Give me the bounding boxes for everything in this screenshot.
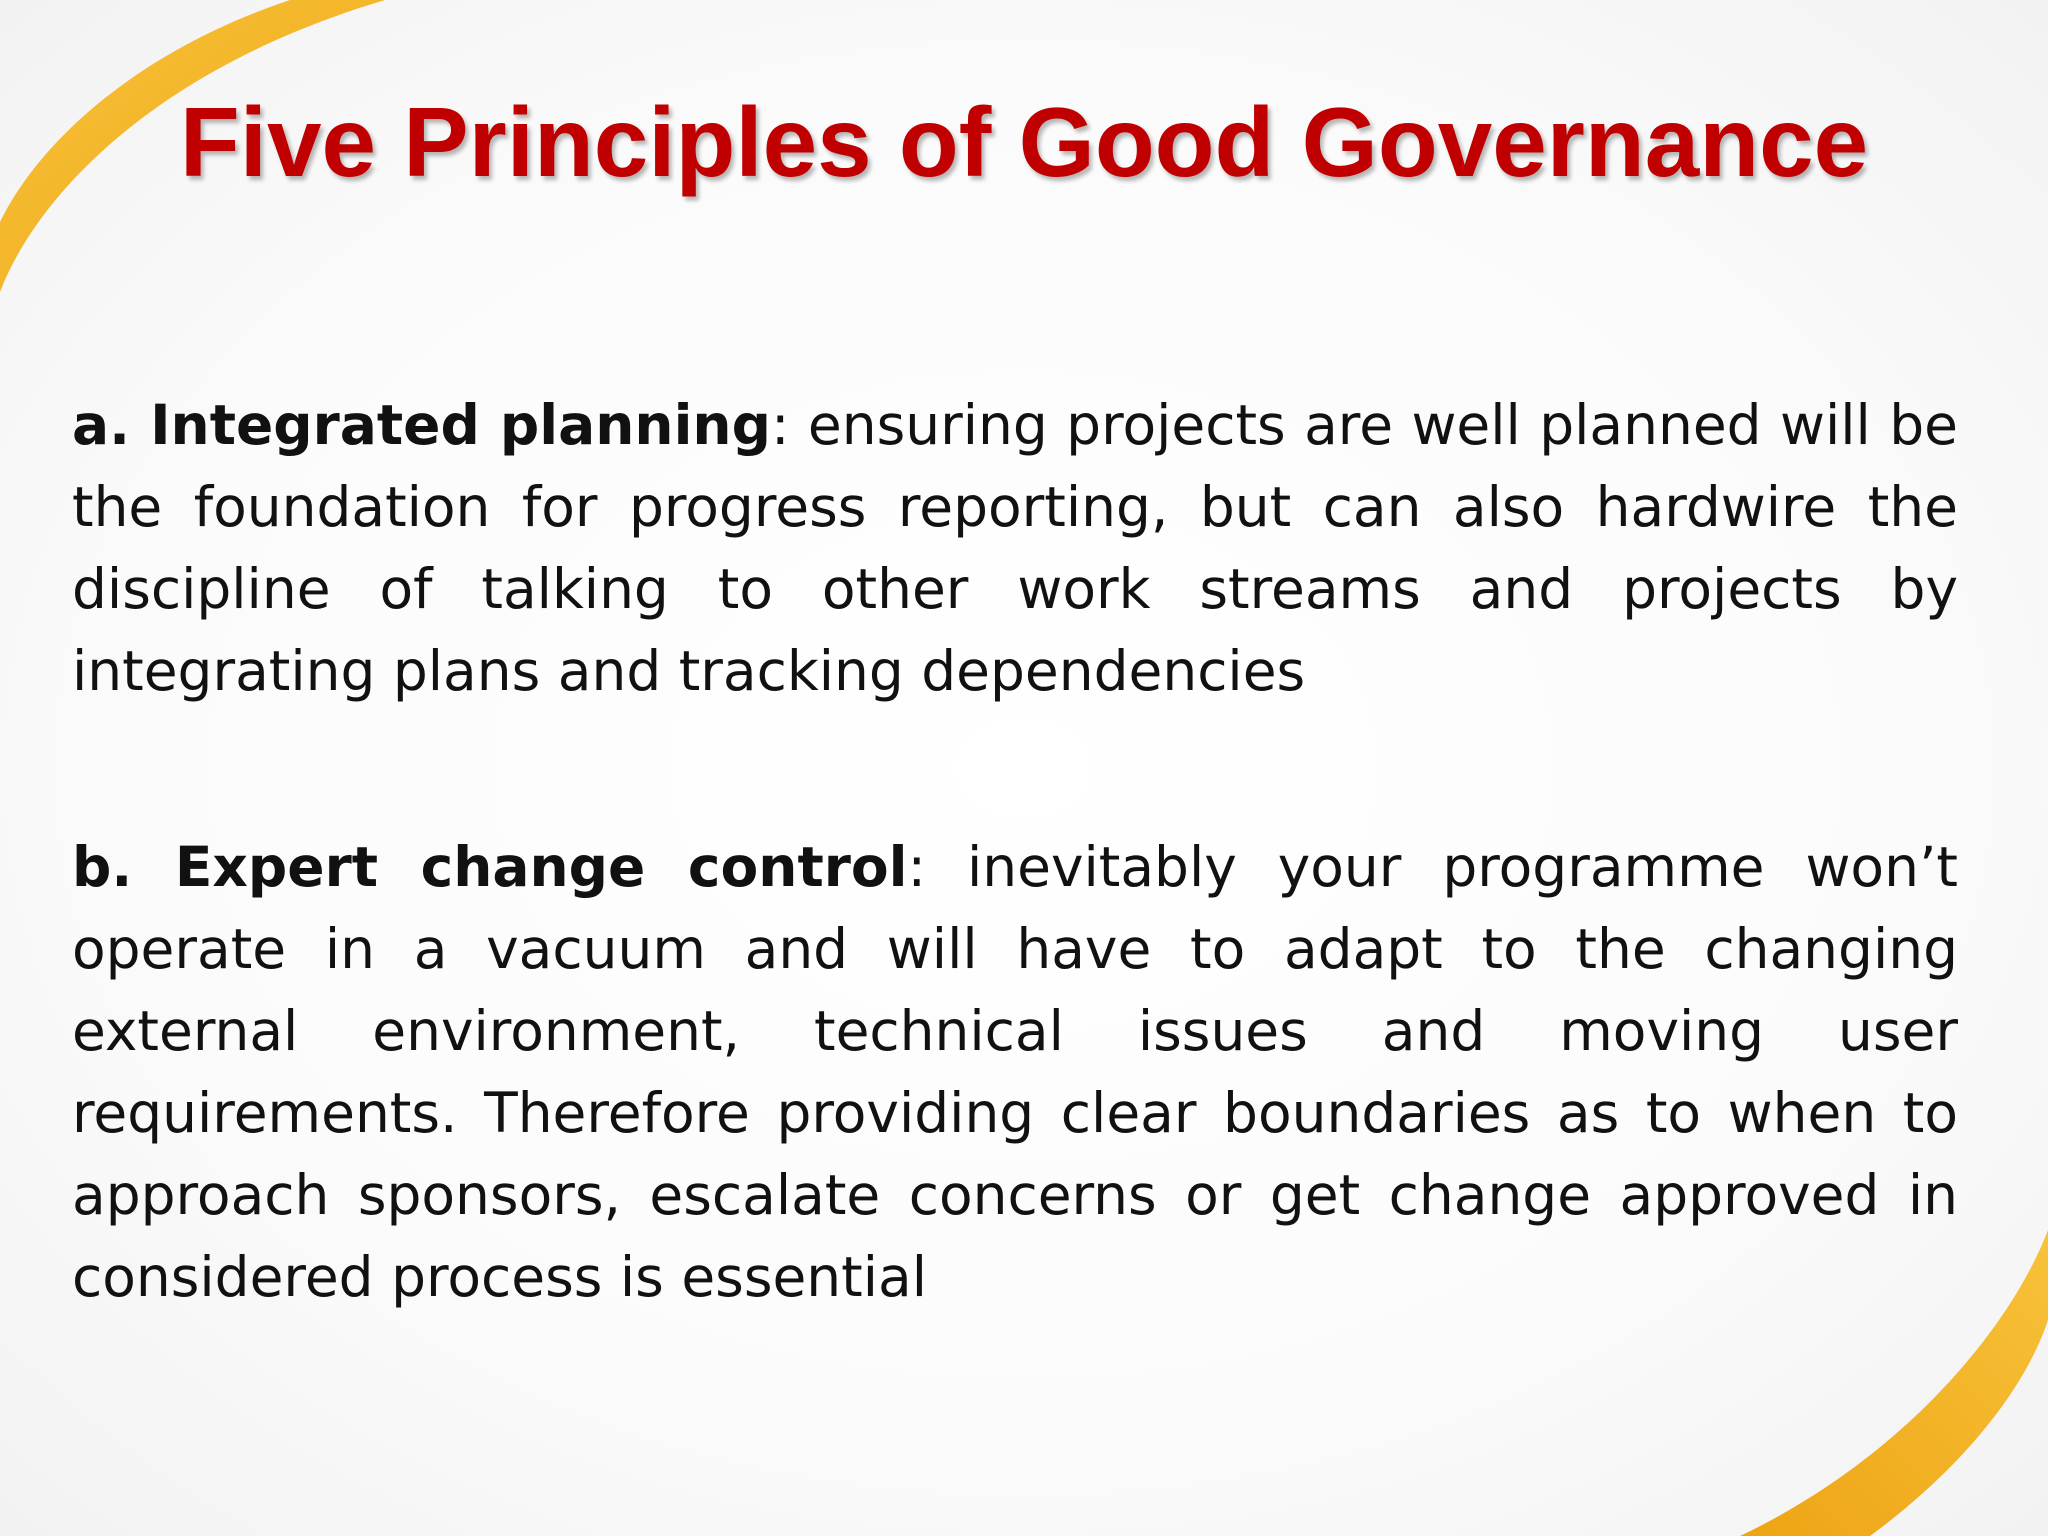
principle-description: inevitably your programme won’t operate in a vacuum and will have to adapt to the changing external environment, technical issues and moving user requirements. Therefore providing clear boundaries as to when to approach sponsors, escalate concerns or get change approved in considered process is essential <box>72 835 1958 1309</box>
principle-expert-change-control <box>72 826 1958 1318</box>
principle-term: a. Integrated planning <box>72 393 771 457</box>
principle-term: b. Expert change control <box>72 835 908 899</box>
principle-separator: : <box>770 393 790 457</box>
principle-description: ensuring projects are well planned will be the foundation for progress reporting, but can also hardwire the discipline of talking to other work streams and projects by integrating plans and tracking dependencies <box>72 393 1958 703</box>
principle-integrated-planning <box>72 384 1958 712</box>
principle-separator: : <box>907 835 927 899</box>
slide-title: Five Principles of Good Governance <box>179 87 1869 197</box>
